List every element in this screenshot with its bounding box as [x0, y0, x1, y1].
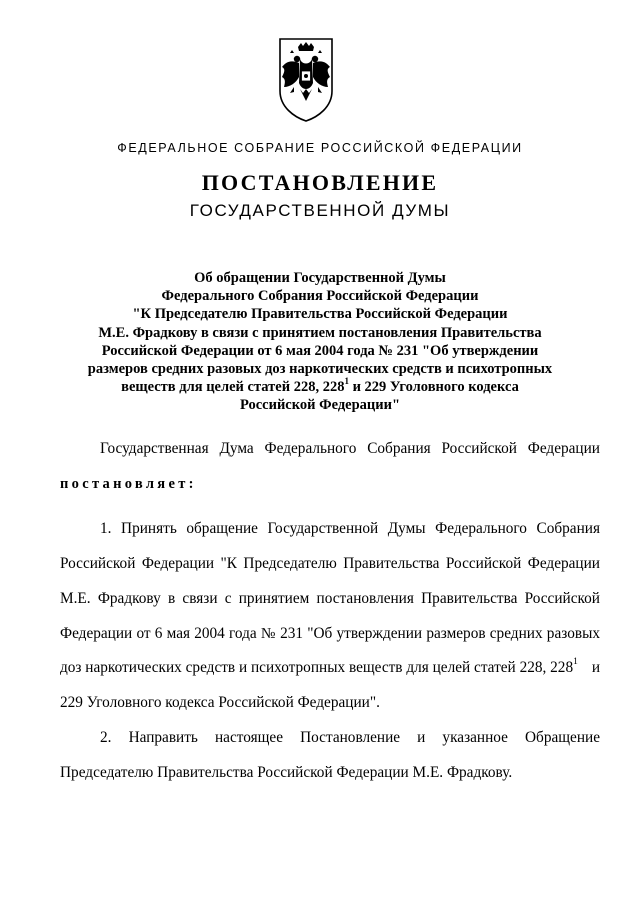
preamble: Государственная Дума Федерального Собрания Российской Федерации: [100, 440, 600, 457]
item2-line: Председателю Правительства Российской Федерации М.Е. Фрадкову.: [60, 764, 513, 781]
subject-line: [60, 378, 580, 396]
item1-line: 1. Принять обращение Государственной Думы Федерального Собрания: [100, 520, 600, 537]
item1-line: 229 Уголовного кодекса Российской Федерации".: [60, 694, 380, 711]
item1-text: [60, 659, 578, 677]
document-subject: [60, 269, 580, 415]
subject-line: Российской Федерации от 6 мая 2004 года № 231 "Об утверждении: [101, 342, 539, 359]
item2-line: 2. Направить настоящее Постановление и указанное Обращение: [100, 729, 600, 746]
coat-of-arms-icon: [276, 37, 336, 123]
item1-line: [60, 659, 600, 677]
superscript: 1: [573, 657, 578, 668]
subject-text: веществ для целей статей 228, 228: [121, 379, 345, 396]
subject-line: Российской Федерации": [239, 397, 401, 414]
document-type-title: ПОСТАНОВЛЕНИЕ: [201, 170, 439, 195]
subject-line: "К Председателю Правительства Российской Федерации: [132, 306, 508, 323]
subject-text: и 229 Уголовного кодекса: [348, 379, 519, 396]
subject-line: размеров средних разовых доз наркотических средств и психотропных: [87, 361, 553, 378]
subject-line: Федерального Собрания Российской Федерации: [161, 288, 479, 305]
item1-text-main: доз наркотических средств и психотропных веществ для целей статей 228, 228: [60, 659, 574, 676]
item1-line: Российской Федерации "К Председателю Правительства Российской Федерации: [60, 555, 600, 572]
superscript: 1: [344, 376, 349, 387]
subject-line: Об обращении Государственной Думы: [194, 270, 446, 286]
issuer-subtitle: ГОСУДАРСТВЕННОЙ ДУМЫ: [189, 201, 451, 220]
subject-line: М.Е. Фрадкову в связи с принятием постановления Правительства: [98, 324, 542, 341]
item1-line: М.Е. Фрадкову в связи с принятием постановления Правительства Российской: [60, 590, 600, 607]
organization-header: ФЕДЕРАЛЬНОЕ СОБРАНИЕ РОССИЙСКОЙ ФЕДЕРАЦИИ: [117, 141, 523, 155]
decree-word: постановляет:: [60, 476, 197, 492]
item1-line: Федерации от 6 мая 2004 года № 231 "Об утверждении размеров средних разовых: [60, 625, 600, 642]
item1-text-end: и: [591, 659, 600, 676]
